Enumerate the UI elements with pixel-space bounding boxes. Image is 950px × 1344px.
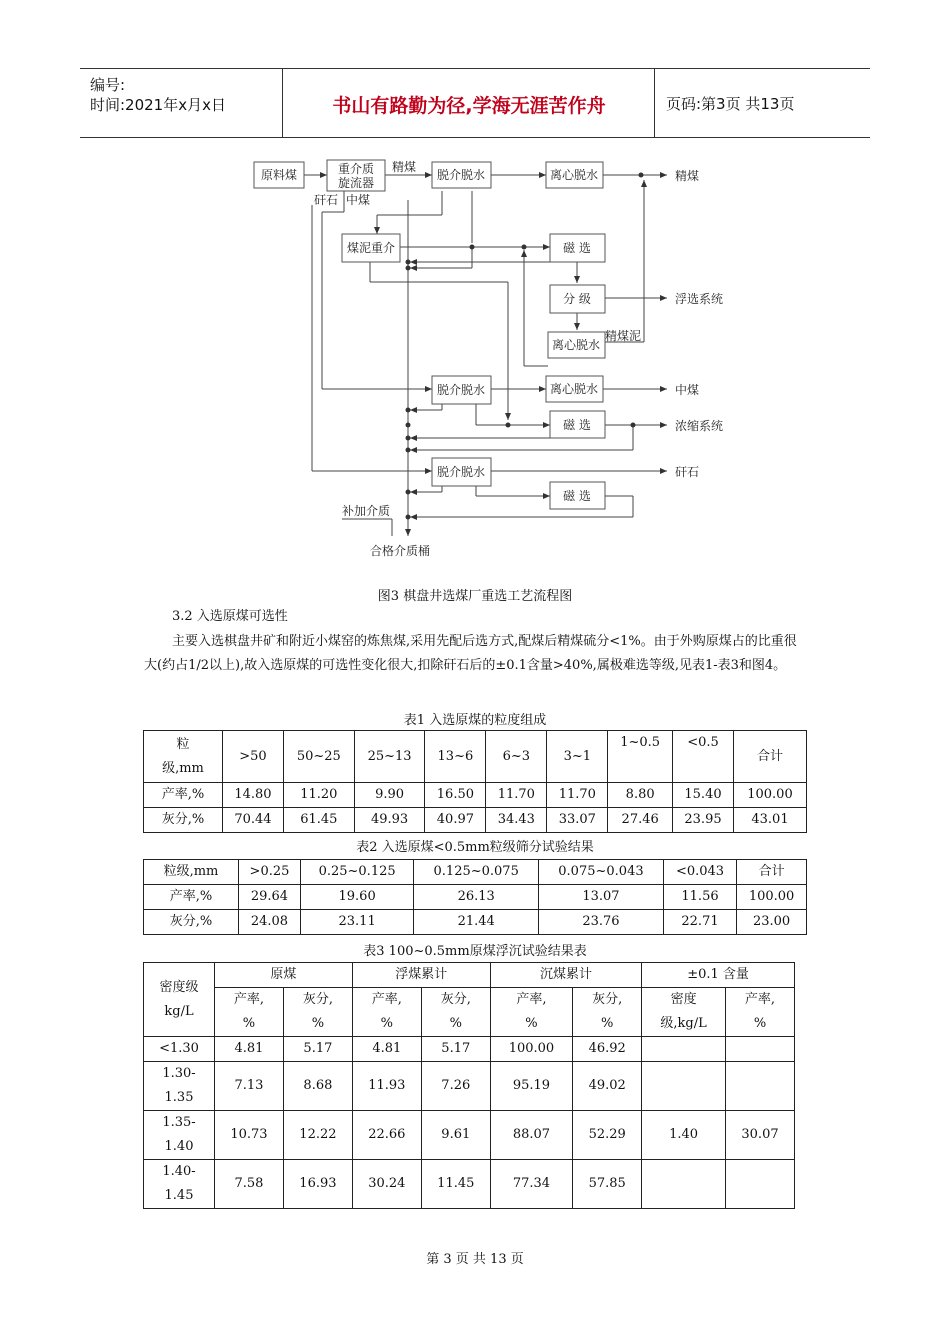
doc-time-label: 时间:2021年x月x日 bbox=[90, 96, 226, 114]
table-row: 产率,% 29.64 19.60 26.13 13.07 11.56 100.00 bbox=[144, 885, 807, 910]
flow-node-dewater-2 bbox=[432, 376, 491, 404]
label-gangue-out: 矸石 bbox=[675, 465, 700, 479]
label-flotation: 浮选系统 bbox=[675, 292, 724, 306]
doc-number-label: 编号: bbox=[90, 76, 126, 94]
flow-node-magnetic-2 bbox=[550, 411, 605, 438]
flow-node-magnetic-3 bbox=[550, 482, 605, 509]
header-divider bbox=[282, 69, 283, 137]
flow-node-dewater-1 bbox=[432, 162, 491, 188]
label-middling-short: 中煤 bbox=[346, 193, 371, 207]
table3-float-sink: 密度级 kg/L 原煤 浮煤累计 沉煤累计 ±0.1 含量 产率, % 灰分, % 产率, % 灰分, % 产率, % 灰分, % 密度 级,kg/L 产率, % <1.30 4.81 5.17 4.81 5.17 100.00 46.92 1.30- 1.35 7.13 8.68 11.93 7.26 95.19 49.02 1.35- 1.40 10.73 12.22 22.66 9.61 88.07 52.29 1.40 30.07 1.40- 1.45 7.58 16.93 30.24 11.45 77.34 57.85 bbox=[143, 962, 795, 1209]
svg-text:离心脱水: 离心脱水 bbox=[549, 382, 599, 396]
svg-text:旋流器: 旋流器 bbox=[337, 176, 375, 190]
page-header bbox=[80, 68, 870, 138]
table3-density-header: 密度级 kg/L bbox=[144, 963, 215, 1037]
table1-caption: 表1 入选原煤的粒度组成 bbox=[403, 713, 547, 728]
svg-text:分 级: 分 级 bbox=[563, 292, 591, 306]
label-thickening: 浓缩系统 bbox=[675, 419, 724, 433]
svg-text:磁 选: 磁 选 bbox=[563, 489, 591, 503]
flow-node-magnetic-1 bbox=[550, 234, 605, 262]
process-flow-diagram bbox=[0, 150, 950, 570]
header-divider bbox=[654, 69, 655, 137]
label-middling-out: 中煤 bbox=[675, 383, 700, 397]
page-footer: 第 3 页 共 13 页 bbox=[426, 1252, 524, 1267]
label-clean-coal-short: 精煤 bbox=[392, 160, 417, 174]
svg-text:离心脱水: 离心脱水 bbox=[549, 168, 599, 182]
svg-text:磁 选: 磁 选 bbox=[563, 241, 591, 255]
table1-col: <0.5 bbox=[673, 731, 734, 783]
table1-col: 3~1 bbox=[547, 731, 608, 783]
table1-col: 6~3 bbox=[486, 731, 547, 783]
label-qualified-tank: 合格介质桶 bbox=[370, 544, 431, 558]
table-row: 1.35- 1.40 10.73 12.22 22.66 9.61 88.07 52.29 1.40 30.07 bbox=[144, 1111, 795, 1160]
body-paragraph: 主要入选棋盘井矿和附近小煤窑的炼焦煤,采用先配后选方式,配煤后精煤硫分<1%。由于外购原煤占的比重很大(约占1/2以上),故入选原煤的可选性变化很大,扣除矸石后的±0.1含量>40%,属极难选等级,见表1-表3和图4。 bbox=[144, 634, 797, 673]
table3-caption: 表3 100~0.5mm原煤浮沉试验结果表 bbox=[363, 944, 587, 959]
section-title: 3.2 入选原煤可选性 bbox=[172, 609, 288, 624]
flow-node-centrifuge-2 bbox=[548, 332, 605, 358]
flow-node-classify bbox=[550, 285, 605, 313]
label-fine-clean-coal: 精煤泥 bbox=[605, 329, 642, 343]
table1-col: 25~13 bbox=[354, 731, 425, 783]
flow-node-cyclone bbox=[327, 160, 385, 191]
table-row: 粒级,mm >0.25 0.25~0.125 0.125~0.075 0.075~0.043 <0.043 合计 bbox=[144, 860, 807, 885]
header-left bbox=[90, 75, 226, 115]
table3-group: 沉煤累计 bbox=[490, 963, 641, 988]
label-clean-coal-out: 精煤 bbox=[675, 169, 700, 183]
table1-col: 13~6 bbox=[425, 731, 486, 783]
table2-caption: 表2 入选原煤<0.5mm粒级筛分试验结果 bbox=[356, 840, 594, 855]
svg-text:离心脱水: 离心脱水 bbox=[551, 338, 601, 352]
figure-caption: 图3 棋盘井选煤厂重选工艺流程图 bbox=[377, 589, 573, 604]
table1-col: 50~25 bbox=[283, 731, 354, 783]
svg-text:原料煤: 原料煤 bbox=[260, 168, 298, 182]
table-row: 产率,% 14.80 11.20 9.90 16.50 11.70 11.70 8.80 15.40 100.00 bbox=[144, 783, 807, 808]
flow-node-centrifuge-3 bbox=[546, 376, 603, 402]
label-gangue-short: 矸石 bbox=[314, 193, 339, 207]
table1-col: 合计 bbox=[733, 731, 806, 783]
svg-text:脱介脱水: 脱介脱水 bbox=[436, 465, 486, 479]
table-row: 灰分,% 24.08 23.11 21.44 23.76 22.71 23.00 bbox=[144, 910, 807, 935]
table1-col: >50 bbox=[223, 731, 284, 783]
flow-node-centrifuge-1 bbox=[546, 162, 603, 188]
table1-col: 1~0.5 bbox=[608, 731, 673, 783]
table-row: 1.30- 1.35 7.13 8.68 11.93 7.26 95.19 49.02 bbox=[144, 1062, 795, 1111]
flow-node-slime-dm bbox=[342, 234, 400, 262]
label-makeup-medium: 补加介质 bbox=[342, 504, 391, 518]
table-row: <1.30 4.81 5.17 4.81 5.17 100.00 46.92 bbox=[144, 1037, 795, 1062]
table1-size-composition bbox=[143, 730, 807, 833]
table-row: 1.40- 1.45 7.58 16.93 30.24 11.45 77.34 57.85 bbox=[144, 1160, 795, 1209]
table3-group: 浮煤累计 bbox=[352, 963, 490, 988]
table2-fine-sizing bbox=[143, 859, 807, 935]
table1-header-label: 粒 级,mm bbox=[144, 731, 223, 783]
svg-text:脱介脱水: 脱介脱水 bbox=[436, 383, 486, 397]
svg-text:煤泥重介: 煤泥重介 bbox=[346, 241, 396, 255]
svg-text:磁 选: 磁 选 bbox=[563, 418, 591, 432]
table3-group: 原煤 bbox=[215, 963, 353, 988]
svg-text:重介质: 重介质 bbox=[337, 162, 375, 176]
table-row: 灰分,% 70.44 61.45 49.93 40.97 34.43 33.07 27.46 23.95 43.01 bbox=[144, 808, 807, 833]
header-page-label: 页码:第3页 共13页 bbox=[666, 95, 795, 113]
flow-node-dewater-3 bbox=[432, 458, 491, 486]
flow-node-raw-coal bbox=[254, 162, 304, 188]
table3-group: ±0.1 含量 bbox=[642, 963, 795, 988]
svg-text:脱介脱水: 脱介脱水 bbox=[436, 168, 486, 182]
header-motto: 书山有路勤为径,学海无涯苦作舟 bbox=[332, 95, 606, 117]
